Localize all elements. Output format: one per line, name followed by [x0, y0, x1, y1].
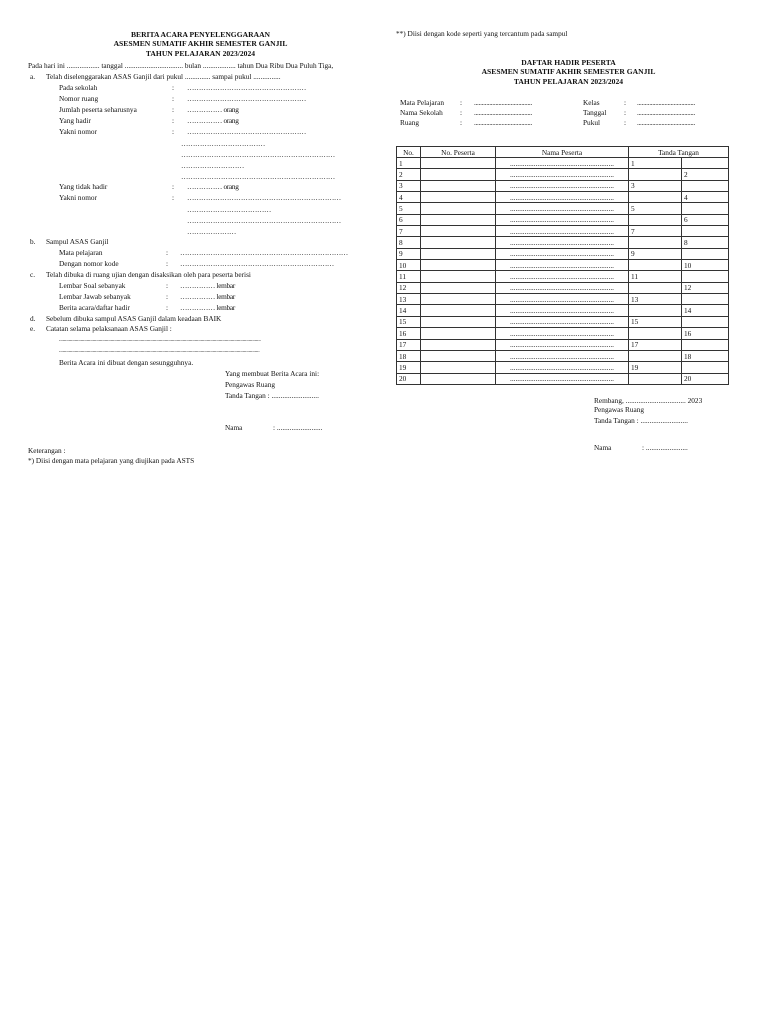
field-colon: :	[166, 259, 169, 268]
field-label: Jumlah peserta seharusnya	[59, 105, 137, 114]
field-label: Lembar Jawab sebanyak	[59, 292, 131, 301]
no-peserta-cell[interactable]	[421, 328, 496, 339]
no-peserta-cell[interactable]	[421, 169, 496, 180]
signature-cell-right[interactable]: 14	[682, 305, 729, 316]
field-colon: :	[166, 303, 169, 312]
signature-cell-right[interactable]: 4	[682, 192, 729, 203]
section-e-marker: e.	[30, 324, 36, 333]
nama-peserta-cell[interactable]: .........................................................	[496, 305, 629, 316]
nama-peserta-cell[interactable]: .........................................................	[496, 373, 629, 384]
signature-cell-right[interactable]: 20	[682, 373, 729, 384]
ruang-field[interactable]: ......................................	[474, 118, 532, 127]
field-label: Berita acara/daftar hadir	[59, 303, 130, 312]
no-peserta-cell[interactable]	[421, 305, 496, 316]
title-line-1: DAFTAR HADIR PESERTA	[521, 58, 616, 67]
no-peserta-cell[interactable]	[421, 260, 496, 271]
dotted-line[interactable]: …………………………………………………………	[187, 216, 341, 225]
dotted-line[interactable]: …………………………………………………………	[181, 172, 335, 181]
info-colon: :	[624, 98, 627, 107]
section-b-text: Sampul ASAS Ganjil	[46, 237, 109, 246]
signature-cell-right[interactable]: 12	[682, 282, 729, 293]
signature-cell-left[interactable]	[629, 237, 682, 248]
dotted-line[interactable]: ………………………………	[187, 205, 271, 214]
info-label: Ruang	[400, 118, 420, 127]
row-number: 11	[397, 271, 421, 282]
table-header-row	[397, 147, 729, 158]
table-row	[397, 373, 729, 384]
signature-cell-right[interactable]: 8	[682, 237, 729, 248]
signature-cell-left[interactable]: 9	[629, 248, 682, 259]
row-number: 6	[397, 214, 421, 225]
nama-peserta-cell[interactable]: .........................................................	[496, 316, 629, 327]
lembar-soal-field[interactable]: …………… lembar	[180, 281, 235, 290]
nama-label: Nama	[594, 443, 612, 452]
berita-acara-count-field[interactable]: …………… lembar	[180, 303, 235, 312]
nama-peserta-cell[interactable]: .........................................................	[496, 214, 629, 225]
title-line-3: TAHUN PELAJARAN 2023/2024	[513, 76, 624, 86]
nama-peserta-cell[interactable]: .........................................................	[496, 350, 629, 361]
col-header-nama-peserta: Nama Peserta	[496, 147, 629, 158]
catatan-line[interactable]: ........................................................................................................................................................................	[59, 337, 261, 343]
nama-peserta-cell[interactable]: .........................................................	[496, 260, 629, 271]
table-row	[397, 282, 729, 293]
pada-sekolah-field[interactable]: ……………………………………………	[187, 83, 306, 92]
field-colon: :	[172, 105, 175, 114]
info-label: Tanggal	[583, 108, 607, 117]
tanggal-field[interactable]: ......................................	[637, 108, 695, 117]
nomor-ruang-field[interactable]: ……………………………………………	[187, 94, 306, 103]
dotted-line[interactable]: …………………………………………………………	[181, 150, 335, 159]
title-line-1: BERITA ACARA PENYELENGGARAAN	[130, 30, 271, 39]
table-row	[397, 294, 729, 305]
field-label: Yang tidak hadir	[59, 182, 108, 191]
row-number: 5	[397, 203, 421, 214]
dotted-line[interactable]: ………………………………	[181, 139, 265, 148]
no-peserta-cell[interactable]	[421, 214, 496, 225]
field-colon: :	[172, 182, 175, 191]
col-header-no: No.	[397, 147, 421, 158]
no-peserta-cell[interactable]	[421, 316, 496, 327]
signature-cell-left[interactable]: 11	[629, 271, 682, 282]
field-colon: :	[172, 193, 175, 202]
table-row	[397, 226, 729, 237]
row-number: 1	[397, 158, 421, 169]
section-a-marker: a.	[30, 72, 36, 81]
signature-cell-left[interactable]: 17	[629, 339, 682, 350]
nama-peserta-cell[interactable]: .........................................................	[496, 248, 629, 259]
nama-peserta-cell[interactable]: .........................................................	[496, 180, 629, 191]
signature-cell-right[interactable]	[682, 316, 729, 327]
signature-cell-left[interactable]: 5	[629, 203, 682, 214]
info-label: Nama Sekolah	[400, 108, 443, 117]
table-row	[397, 214, 729, 225]
section-c-marker: c.	[30, 270, 36, 279]
row-number: 17	[397, 339, 421, 350]
signature-cell-left[interactable]	[629, 305, 682, 316]
no-peserta-cell[interactable]	[421, 339, 496, 350]
signature-cell-right[interactable]	[682, 339, 729, 350]
dotted-line[interactable]: …………………	[187, 227, 236, 236]
signature-cell-left[interactable]: 19	[629, 362, 682, 373]
nama-peserta-cell[interactable]: .........................................................	[496, 294, 629, 305]
row-number: 15	[397, 316, 421, 327]
yakni-nomor-absent-field[interactable]: …………………………………………………………	[187, 193, 341, 202]
table-row	[397, 350, 729, 361]
section-a-text: Telah diselenggarakan ASAS Ganjil dari pukul .............. sampai pukul ...............	[46, 72, 281, 81]
field-colon: :	[172, 83, 175, 92]
section-b-marker: b.	[30, 237, 36, 246]
signature-cell-left[interactable]	[629, 169, 682, 180]
signature-cell-right[interactable]	[682, 226, 729, 237]
signature-cell-left[interactable]	[629, 214, 682, 225]
row-number: 9	[397, 248, 421, 259]
no-peserta-cell[interactable]	[421, 180, 496, 191]
row-number: 4	[397, 192, 421, 203]
signature-field[interactable]: Tanda Tangan : ..........................	[225, 391, 319, 400]
nama-peserta-cell[interactable]: .........................................................	[496, 271, 629, 282]
field-label: Pada sekolah	[59, 83, 98, 92]
place-date[interactable]: Rembang, ................................. 2023	[594, 396, 703, 405]
field-colon: :	[172, 127, 175, 136]
signature-cell-right[interactable]: 16	[682, 328, 729, 339]
nama-peserta-cell[interactable]: .........................................................	[496, 203, 629, 214]
nama-peserta-cell[interactable]: .........................................................	[496, 192, 629, 203]
signature-cell-left[interactable]: 13	[629, 294, 682, 305]
field-label: Nomor ruang	[59, 94, 99, 103]
info-colon: :	[624, 108, 627, 117]
title-line-2: ASESMEN SUMATIF AKHIR SEMESTER GANJIL	[113, 39, 288, 49]
signature-cell-right[interactable]	[682, 271, 729, 282]
field-colon: :	[166, 281, 169, 290]
field-label: Yang hadir	[59, 116, 91, 125]
section-d-text: Sebelum dibuka sampul ASAS Ganjil dalam keadaan BAIK	[46, 314, 222, 323]
intro-line: Pada hari ini .................. tanggal ................................ bulan .................. tahun Dua Ribu Dua Puluh Tiga,	[28, 61, 334, 70]
no-peserta-cell[interactable]	[421, 248, 496, 259]
lembar-jawab-field[interactable]: …………… lembar	[180, 292, 235, 301]
nama-peserta-cell[interactable]: .........................................................	[496, 328, 629, 339]
table-row	[397, 180, 729, 191]
info-label: Kelas	[583, 98, 600, 107]
info-colon: :	[460, 98, 463, 107]
signature-cell-right[interactable]: 18	[682, 350, 729, 361]
table-row	[397, 339, 729, 350]
top-note: **) Diisi dengan kode seperti yang tercantum pada sampul	[396, 29, 568, 38]
nama-peserta-cell[interactable]: .........................................................	[496, 237, 629, 248]
signature-cell-left[interactable]: 3	[629, 180, 682, 191]
no-peserta-cell[interactable]	[421, 237, 496, 248]
table-row	[397, 203, 729, 214]
signature-cell-left[interactable]	[629, 260, 682, 271]
signature-cell-left[interactable]: 7	[629, 226, 682, 237]
field-label: Dengan nomor kode	[59, 259, 119, 268]
row-number: 14	[397, 305, 421, 316]
no-peserta-cell[interactable]	[421, 373, 496, 384]
maker-label: Yang membuat Berita Acara ini:	[225, 369, 320, 378]
catatan-line[interactable]: .......................................................................................................................................................................	[59, 348, 260, 354]
no-peserta-cell[interactable]	[421, 350, 496, 361]
attendance-table	[396, 146, 729, 385]
jumlah-peserta-field[interactable]: …………… orang	[187, 105, 239, 114]
no-peserta-cell[interactable]	[421, 294, 496, 305]
field-colon: :	[166, 292, 169, 301]
signature-cell-left[interactable]: 1	[629, 158, 682, 169]
field-label: Mata pelajaran	[59, 248, 103, 257]
keterangan-title: Keterangan :	[28, 446, 66, 455]
info-colon: :	[460, 118, 463, 127]
daftar-hadir-title	[396, 58, 741, 86]
pengawas-label: Pengawas Ruang	[225, 380, 276, 389]
nama-peserta-cell[interactable]: .........................................................	[496, 226, 629, 237]
attendance-table-body	[397, 158, 729, 385]
signature-field[interactable]: Tanda Tangan : ..........................	[594, 416, 688, 425]
field-label: Lembar Soal sebanyak	[59, 281, 126, 290]
title-line-2: ASESMEN SUMATIF AKHIR SEMESTER GANJIL	[481, 67, 656, 77]
info-label: Pukul	[583, 118, 601, 127]
field-colon: :	[172, 94, 175, 103]
yakni-nomor-field[interactable]: ……………………………………………	[187, 127, 306, 136]
field-colon: :	[172, 116, 175, 125]
section-c-text: Telah dibuka di ruang ujian dengan disaksikan oleh para peserta berisi	[46, 270, 251, 279]
tidak-hadir-field[interactable]: …………… orang	[187, 182, 239, 191]
field-colon: :	[166, 248, 169, 257]
signature-cell-right[interactable]	[682, 248, 729, 259]
row-number: 10	[397, 260, 421, 271]
nama-field[interactable]: : .........................	[273, 423, 323, 432]
table-row	[397, 362, 729, 373]
row-number: 7	[397, 226, 421, 237]
row-number: 16	[397, 328, 421, 339]
pukul-field[interactable]: ......................................	[637, 118, 695, 127]
no-peserta-cell[interactable]	[421, 271, 496, 282]
col-header-no-peserta: No. Peserta	[421, 147, 496, 158]
mata-pelajaran-field[interactable]: ......................................	[474, 98, 532, 107]
table-row	[397, 328, 729, 339]
signature-cell-left[interactable]: 15	[629, 316, 682, 327]
table-row	[397, 169, 729, 180]
title-line-3: TAHUN PELAJARAN 2023/2024	[145, 48, 256, 58]
signature-cell-right[interactable]: 2	[682, 169, 729, 180]
closing-statement: Berita Acara ini dibuat dengan sesungguhnya.	[59, 358, 194, 367]
no-peserta-cell[interactable]	[421, 362, 496, 373]
no-peserta-cell[interactable]	[421, 282, 496, 293]
signature-cell-right[interactable]: 10	[682, 260, 729, 271]
signature-cell-right[interactable]	[682, 362, 729, 373]
table-row	[397, 260, 729, 271]
nama-peserta-cell[interactable]: .........................................................	[496, 362, 629, 373]
signature-cell-right[interactable]	[682, 158, 729, 169]
table-row	[397, 316, 729, 327]
table-row	[397, 271, 729, 282]
table-row	[397, 248, 729, 259]
row-number: 8	[397, 237, 421, 248]
pengawas-label: Pengawas Ruang	[594, 405, 645, 414]
nama-field[interactable]: : .......................	[642, 443, 688, 452]
info-label: Mata Pelajaran	[400, 98, 444, 107]
yang-hadir-field[interactable]: …………… orang	[187, 116, 239, 125]
row-number: 19	[397, 362, 421, 373]
row-number: 3	[397, 180, 421, 191]
kelas-field[interactable]: ......................................	[637, 98, 695, 107]
no-peserta-cell[interactable]	[421, 158, 496, 169]
mata-pelajaran-field[interactable]: ………………………………………………………………	[180, 248, 348, 257]
row-number: 20	[397, 373, 421, 384]
signature-cell-left[interactable]	[629, 373, 682, 384]
signature-cell-right[interactable]	[682, 180, 729, 191]
no-peserta-cell[interactable]	[421, 203, 496, 214]
keterangan-text: *) Diisi dengan mata pelajaran yang diujikan pada ASTS	[28, 456, 195, 465]
nomor-kode-field[interactable]: …………………………………………………………	[180, 259, 334, 268]
nama-peserta-cell[interactable]: .........................................................	[496, 169, 629, 180]
signature-cell-left[interactable]	[629, 282, 682, 293]
section-d-marker: d.	[30, 314, 36, 323]
nama-label: Nama	[225, 423, 243, 432]
nama-peserta-cell[interactable]: .........................................................	[496, 282, 629, 293]
nama-peserta-cell[interactable]: .........................................................	[496, 158, 629, 169]
signature-cell-left[interactable]	[629, 328, 682, 339]
field-label: Yakni nomor	[59, 193, 97, 202]
table-row	[397, 192, 729, 203]
section-e-text: Catatan selama pelaksanaan ASAS Ganjil :	[46, 324, 172, 333]
field-label: Yakni nomor	[59, 127, 97, 136]
nama-peserta-cell[interactable]: .........................................................	[496, 339, 629, 350]
col-header-tanda-tangan: Tanda Tangan	[629, 147, 729, 158]
table-row	[397, 158, 729, 169]
signature-cell-left[interactable]	[629, 350, 682, 361]
signature-cell-right[interactable]	[682, 294, 729, 305]
row-number: 18	[397, 350, 421, 361]
row-number: 12	[397, 282, 421, 293]
dotted-line[interactable]: ………………………	[181, 161, 244, 170]
row-number: 2	[397, 169, 421, 180]
no-peserta-cell[interactable]	[421, 192, 496, 203]
signature-cell-right[interactable]: 6	[682, 214, 729, 225]
nama-sekolah-field[interactable]: ......................................	[474, 108, 532, 117]
info-colon: :	[460, 108, 463, 117]
signature-cell-left[interactable]	[629, 192, 682, 203]
signature-cell-right[interactable]	[682, 203, 729, 214]
no-peserta-cell[interactable]	[421, 226, 496, 237]
row-number: 13	[397, 294, 421, 305]
berita-acara-title	[28, 30, 373, 58]
table-row	[397, 237, 729, 248]
table-row	[397, 305, 729, 316]
info-colon: :	[624, 118, 627, 127]
